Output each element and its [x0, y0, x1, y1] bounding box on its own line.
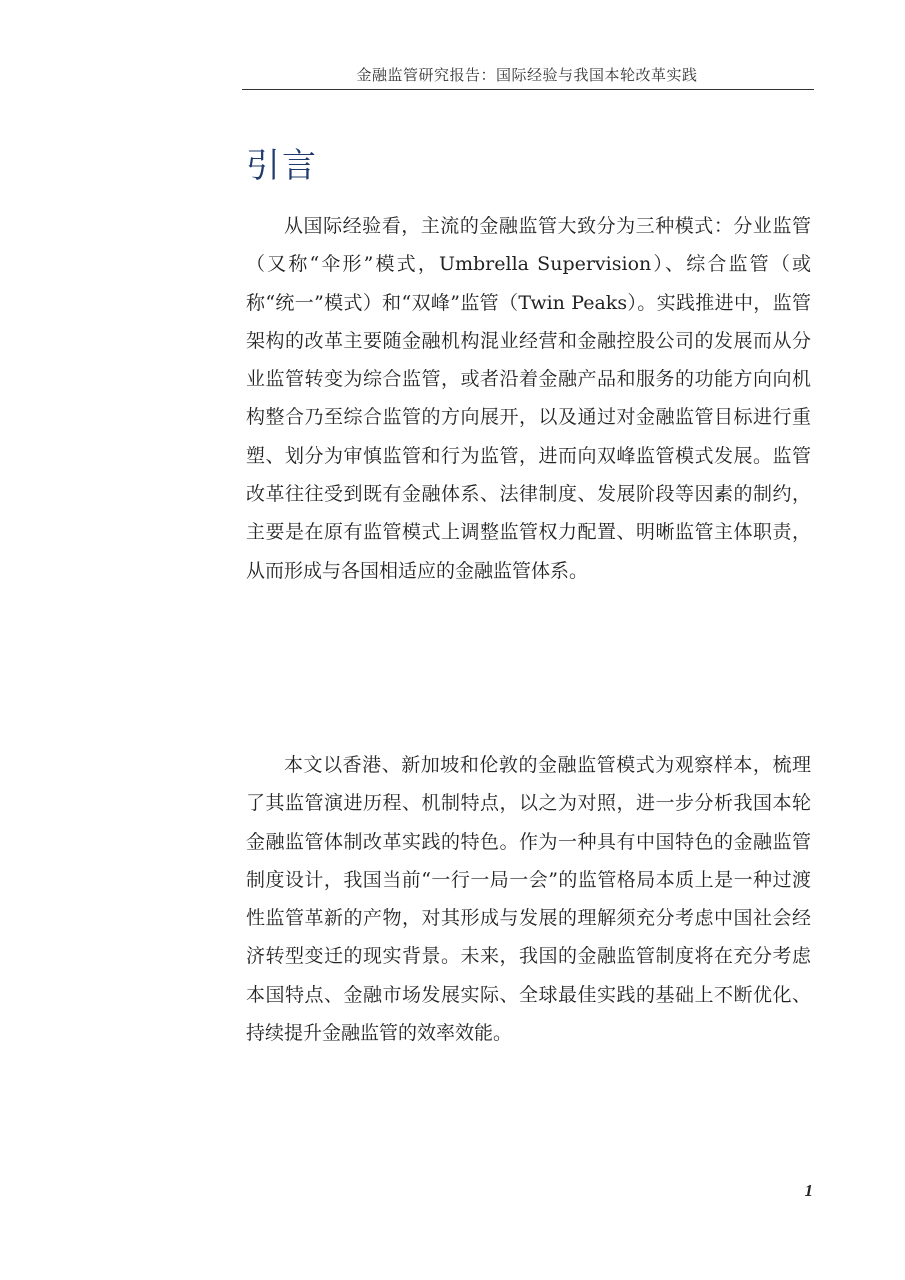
page-number: 1 — [804, 1181, 813, 1200]
paragraph-article-scope: 本文以香港、新加坡和伦敦的金融监管模式为观察样本，梳理了其监管演进历程、机制特点，以之为对照，进一步分析我国本轮金融监管体制改革实践的特色。作为一种具有中国特色的金融监管制度设计，我国当前“一行一局一会”的监管格局本质上是一种过渡性监管革新的产物，对其形成与发展的理解须充分考虑中国社会经济转型变迁的现实背景。未来，我国的金融监管制度将在充分考虑本国特点、金融市场发展实际、全球最佳实践的基础上不断优化、持续提升金融监管的效率效能。 — [246, 754, 811, 1045]
paragraph-international-experience: 从国际经验看，主流的金融监管大致分为三种模式：分业监管（又称“伞形”模式，Umbrella Supervision）、综合监管（或称“统一”模式）和“双峰”监管（Twin Peaks）。实践推进中，监管架构的改革主要随金融机构混业经营和金融控股公司的发展而从分业监管转变为综合监管，或者沿着金融产品和服务的功能方向向机构整合乃至综合监管的方向展开，以及通过对金融监管目标进行重塑、划分为审慎监管和行为监管，进而向双峰监管模式发展。监管改革往往受到既有金融体系、法律制度、发展阶段等因素的制约，主要是在原有监管模式上调整监管权力配置、明晰监管主体职责，从而形成与各国相适应的金融监管体系。 — [246, 215, 811, 582]
section-title: 引言 — [246, 146, 318, 186]
header-divider — [242, 89, 814, 90]
running-header-title: 金融监管研究报告：国际经验与我国本轮改革实践 — [356, 66, 698, 84]
